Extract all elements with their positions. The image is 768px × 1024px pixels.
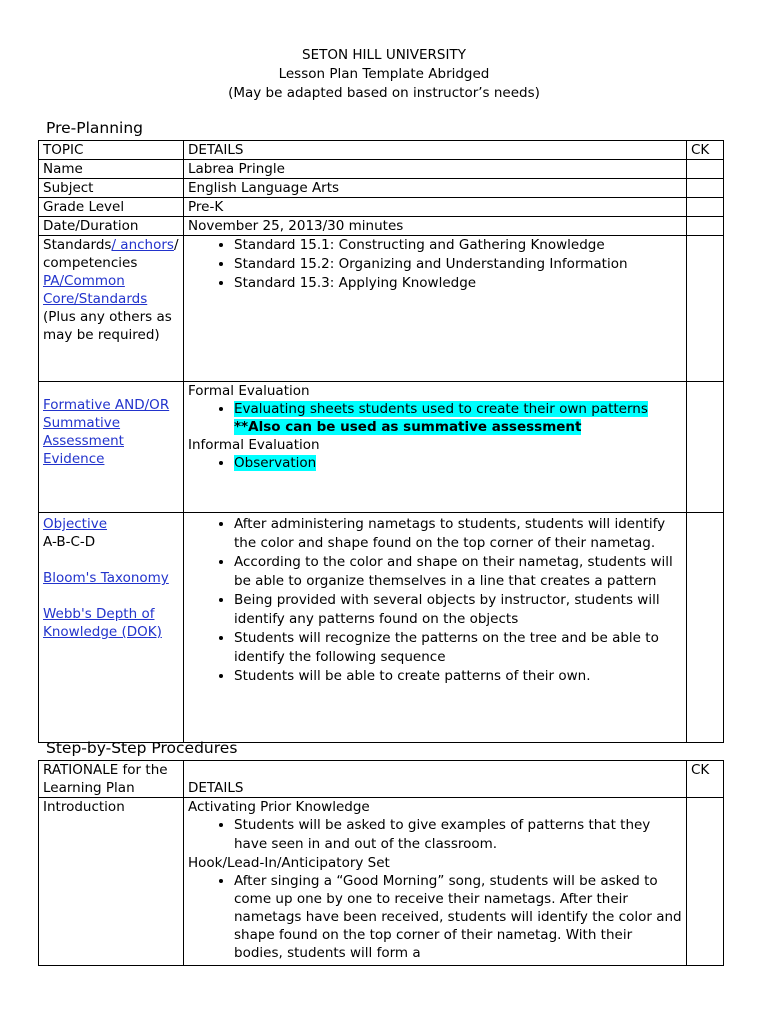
list-item: • Observation bbox=[234, 454, 682, 472]
topic-header: TOPIC bbox=[39, 141, 184, 160]
list-item: • Students will recognize the patterns on the tree and be able to identify the following sequence bbox=[234, 629, 682, 667]
details-header: DETAILS bbox=[184, 141, 687, 160]
anchors-link[interactable]: / anchors bbox=[111, 237, 174, 253]
informal-list bbox=[188, 454, 682, 472]
ck-cell bbox=[687, 179, 724, 198]
rationale-header: RATIONALE for the Learning Plan bbox=[39, 761, 184, 798]
ck-cell bbox=[687, 217, 724, 236]
list-item: • Standard 15.2: Organizing and Understanding Information bbox=[234, 255, 682, 274]
standards-list bbox=[188, 236, 682, 293]
list-item: • Students will be able to create patterns of their own. bbox=[234, 667, 682, 686]
table-header-row bbox=[39, 141, 724, 160]
ck-cell bbox=[687, 382, 724, 513]
assessment-label bbox=[39, 382, 184, 513]
table-row bbox=[39, 198, 724, 217]
list-item: • After singing a “Good Morning” song, students will be asked to come up one by one to receive their nametags. After their nametags have been received, students will identify the color and shape found on the top corner of their nametag. With their bodies, students will form a bbox=[234, 872, 682, 962]
standards-row bbox=[39, 236, 724, 382]
preplanning-table bbox=[38, 140, 724, 743]
preplanning-title: Pre-Planning bbox=[46, 119, 144, 137]
prior-knowledge-heading: Activating Prior Knowledge bbox=[188, 799, 370, 815]
introduction-label: Introduction bbox=[39, 798, 184, 966]
row-label: Name bbox=[39, 160, 184, 179]
formal-list bbox=[188, 400, 682, 436]
procedures-title: Step-by-Step Procedures bbox=[46, 739, 238, 757]
list-item: • Standard 15.1: Constructing and Gathering Knowledge bbox=[234, 236, 682, 255]
list-item: • Evaluating sheets students used to create their own patterns **Also can be used as summative assessment bbox=[234, 400, 682, 436]
objective-list bbox=[188, 515, 682, 686]
assessment-details bbox=[184, 382, 687, 513]
list-item: • Students will be asked to give examples of patterns that they have seen in and out of the classroom. bbox=[234, 816, 682, 854]
row-value: November 25, 2013/30 minutes bbox=[184, 217, 687, 236]
objective-row bbox=[39, 513, 724, 743]
table-row bbox=[39, 217, 724, 236]
introduction-details bbox=[184, 798, 687, 966]
row-value: English Language Arts bbox=[184, 179, 687, 198]
formal-evaluation-heading: Formal Evaluation bbox=[188, 383, 310, 399]
ck-cell bbox=[687, 198, 724, 217]
list-item: • After administering nametags to students, students will identify the color and shape found on the top corner of their nametag. bbox=[234, 515, 682, 553]
assessment-evidence-link[interactable]: Formative AND/OR Summative Assessment Evidence bbox=[43, 397, 170, 467]
hook-heading: Hook/Lead-In/Anticipatory Set bbox=[188, 855, 390, 871]
table-header-row bbox=[39, 761, 724, 798]
standards-details bbox=[184, 236, 687, 382]
university-name: SETON HILL UNIVERSITY bbox=[302, 47, 466, 63]
row-value: Labrea Pringle bbox=[184, 160, 687, 179]
template-note: (May be adapted based on instructor’s needs) bbox=[228, 85, 540, 101]
document-header bbox=[0, 46, 768, 103]
informal-evaluation-heading: Informal Evaluation bbox=[188, 437, 320, 453]
objective-link[interactable]: Objective bbox=[43, 516, 108, 532]
row-label: Grade Level bbox=[39, 198, 184, 217]
objective-details bbox=[184, 513, 687, 743]
table-row bbox=[39, 179, 724, 198]
ck-cell bbox=[687, 513, 724, 743]
ck-cell bbox=[687, 160, 724, 179]
standards-label: Standards/ anchors/ competencies PA/Common Core/Standards (Plus any others as may be required) bbox=[39, 236, 184, 382]
procedures-table bbox=[38, 760, 724, 966]
table-row bbox=[39, 160, 724, 179]
row-value: Pre-K bbox=[184, 198, 687, 217]
details-header: DETAILS bbox=[184, 761, 687, 798]
prior-knowledge-list bbox=[188, 816, 682, 854]
row-label: Subject bbox=[39, 179, 184, 198]
abcd-text: A-B-C-D bbox=[43, 534, 96, 550]
objective-label bbox=[39, 513, 184, 743]
list-item: • According to the color and shape on their nametag, students will be able to organize themselves in a line that creates a pattern bbox=[234, 553, 682, 591]
list-item: • Standard 15.3: Applying Knowledge bbox=[234, 274, 682, 293]
list-item: • Being provided with several objects by instructor, students will identify any patterns found on the objects bbox=[234, 591, 682, 629]
ck-header: CK bbox=[687, 761, 724, 798]
webbs-dok-link[interactable]: Webb's Depth of Knowledge (DOK) bbox=[43, 606, 162, 640]
ck-header: CK bbox=[687, 141, 724, 160]
template-title: Lesson Plan Template Abridged bbox=[278, 66, 490, 82]
assessment-row bbox=[39, 382, 724, 513]
ck-cell bbox=[687, 236, 724, 382]
blooms-taxonomy-link[interactable]: Bloom's Taxonomy bbox=[43, 570, 169, 586]
hook-list bbox=[188, 872, 682, 962]
introduction-row bbox=[39, 798, 724, 966]
row-label: Date/Duration bbox=[39, 217, 184, 236]
pa-common-core-link[interactable]: PA/Common Core/Standards bbox=[43, 273, 148, 307]
ck-cell bbox=[687, 798, 724, 966]
